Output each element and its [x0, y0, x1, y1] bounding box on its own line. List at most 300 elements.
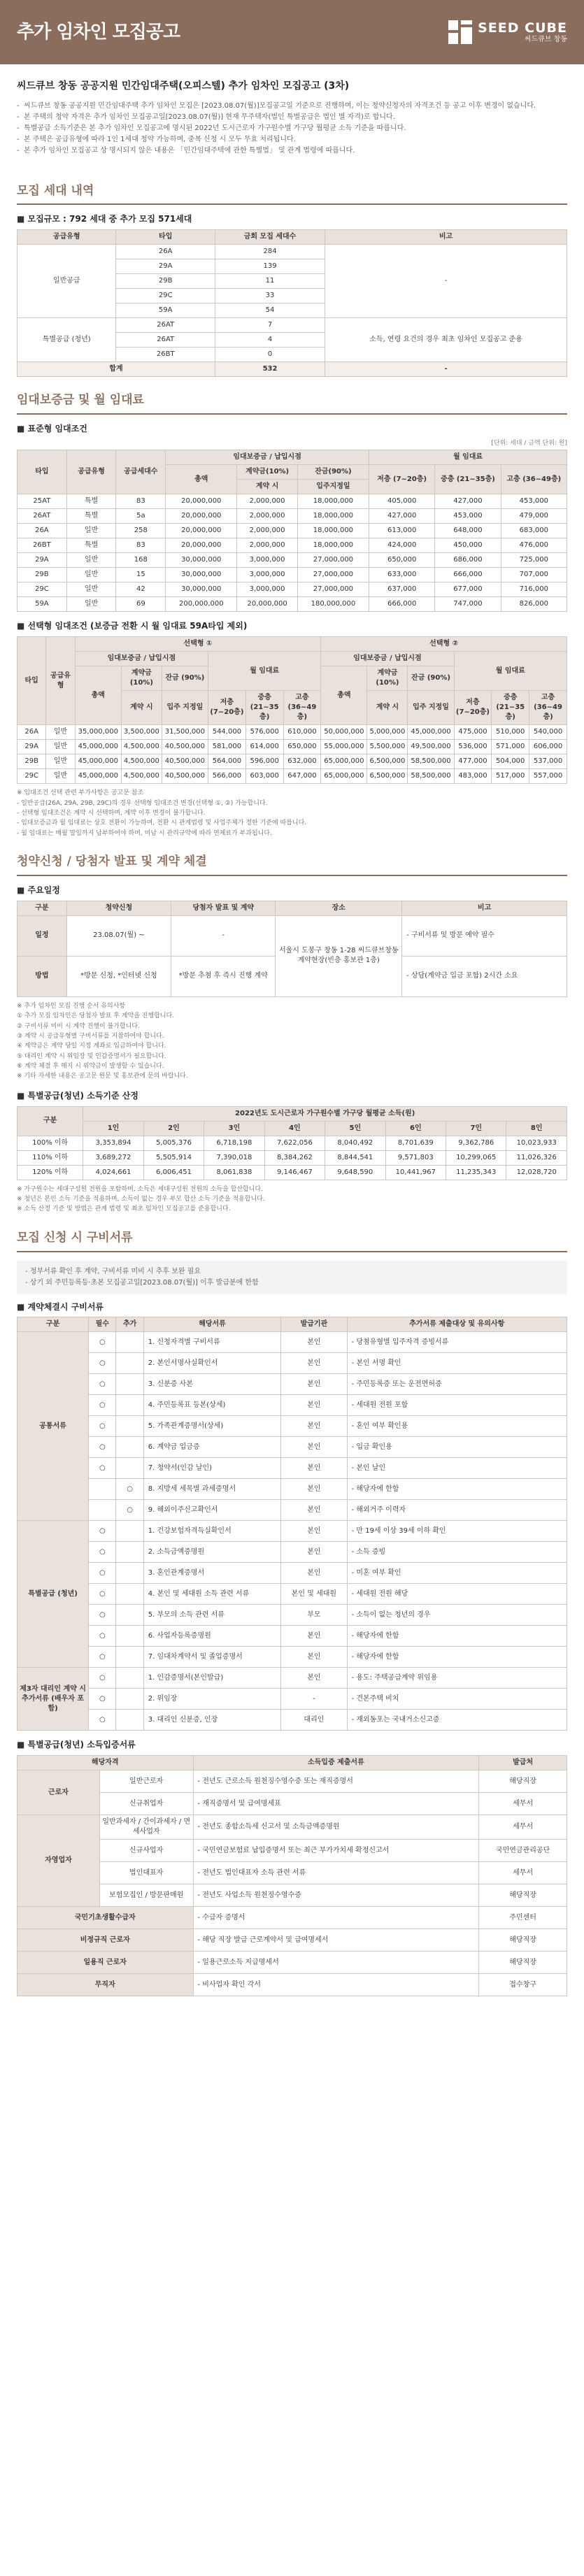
table-cell: 55,000,000 [321, 740, 367, 754]
table-cell: ○ [89, 1710, 116, 1731]
table-row [17, 538, 567, 553]
table-cell: 686,000 [435, 553, 501, 568]
unit-note: [단위: 세대 / 금액 단위: 원] [491, 439, 567, 447]
option-rent-body [17, 725, 567, 784]
table-cell: - 소득 증빙 [347, 1542, 567, 1563]
table-row [17, 1884, 567, 1907]
table-cell [89, 1479, 116, 1500]
intro-item: - 본 주택은 공급유형에 따라 1인 1세대 청약 가능하며, 중복 신청 시 모두 무효 처리됩니다. [17, 134, 567, 145]
income-proof-table [17, 1755, 567, 1996]
sub-title: ■ 선택형 임대조건 (보증금 전환 시 월 임대료 59A타입 제외) [17, 620, 567, 632]
table-cell: 3,000,000 [237, 568, 297, 582]
table-cell: 보험모집인 / 방문판매원 [99, 1884, 193, 1907]
table-cell: 284 [215, 245, 325, 259]
table-cell: 본인 [281, 1353, 347, 1374]
table-cell [116, 1584, 143, 1605]
table-cell: - 해외거주 이력자 [347, 1500, 567, 1521]
table-cell: - 재외동포는 국내거소신고증 [347, 1710, 567, 1731]
table-row [17, 1605, 567, 1626]
table-cell: 26A [17, 524, 67, 538]
total-note: - [325, 362, 567, 377]
table-cell: 29B [17, 754, 46, 769]
col-header: 추가 [116, 1317, 143, 1332]
table-cell: 26BT [116, 348, 215, 362]
table-row [17, 769, 567, 784]
col-header: 1인 [83, 1121, 143, 1136]
intro-item: - 특별공급 소득기준은 본 추가 임차인 모집공고에 명시된 2022년 도시근로자 가구원수별 가구당 월평균 소득 기준을 따릅니다. [17, 123, 567, 134]
schedule-table [17, 901, 567, 997]
recruit-section [0, 183, 584, 378]
table-cell [116, 1395, 143, 1416]
table-cell: 11,235,343 [446, 1165, 506, 1180]
documents-section [0, 1230, 584, 1731]
table-cell [116, 1563, 143, 1584]
table-cell: 29C [17, 769, 46, 784]
table-cell: 7,390,018 [204, 1150, 264, 1165]
table-cell: - 전년도 근로소득 원천징수영수증 또는 재직증명서 [193, 1770, 479, 1793]
table-cell: 610,000 [283, 725, 321, 740]
table-row [17, 740, 567, 754]
col-header: 저층 (7~20층) [454, 691, 492, 725]
col-header: 발급처 [479, 1756, 567, 1770]
table-cell: 683,000 [501, 524, 567, 538]
table-cell: 510,000 [492, 725, 529, 740]
col-header: 잔금 (90%) [408, 666, 454, 691]
table-cell: 본인 [281, 1626, 347, 1647]
note-line: - 선택형 임대조건은 계약 시 선택하며, 계약 이후 변경이 불가합니다. [17, 809, 206, 817]
table-cell: 일반 [66, 597, 116, 612]
note-cell: - [325, 245, 567, 318]
col-header: 입주지정일 [297, 480, 369, 494]
sub-title: ■ 주요일정 [17, 885, 567, 896]
table-cell: 6,500,000 [367, 754, 408, 769]
table-cell: 8,844,541 [325, 1150, 385, 1165]
col-header: 계약 시 [121, 691, 162, 725]
table-cell: 일반 [46, 754, 75, 769]
logo-mark-icon [448, 20, 472, 44]
table-cell: 9,146,467 [264, 1165, 325, 1180]
table-cell: 26A [17, 725, 46, 740]
table-cell: 27,000,000 [297, 568, 369, 582]
table-cell: ○ [89, 1353, 116, 1374]
table-cell: - [171, 915, 276, 956]
section-title: 임대보증금 및 월 임대료 [17, 392, 567, 415]
table-cell: - 비사업자 확인 각서 [193, 1974, 479, 1996]
table-cell [116, 1437, 143, 1458]
table-cell: - 해당 직장 발급 근로계약서 및 급여명세서 [193, 1929, 479, 1952]
note-line: - 임대보증금과 월 임대료는 상호 전환이 가능하며, 전환 시 관계법령 및 사업주체가 정한 기준에 따릅니다. [17, 820, 307, 827]
table-cell: ○ [89, 1626, 116, 1647]
table-row [17, 1563, 567, 1584]
table-cell: 일반 [46, 725, 75, 740]
table-cell: 일반근로자 [99, 1770, 193, 1793]
schedule-notes [17, 1001, 567, 1082]
table-row [17, 582, 567, 597]
col-header: 고층 (36~49층) [529, 691, 567, 725]
col-header: 임대보증금 / 납입시점 [166, 450, 369, 465]
table-cell: - 입금 확인용 [347, 1437, 567, 1458]
table-cell: 504,000 [492, 754, 529, 769]
table-cell: - 해당자에 한함 [347, 1647, 567, 1668]
table-cell: 일반 [66, 524, 116, 538]
table-cell: 특별 [66, 509, 116, 524]
table-cell [116, 1353, 143, 1374]
col-header: 공급유형 [46, 637, 75, 725]
table-row [17, 1479, 567, 1500]
table-cell: 110% 이하 [17, 1150, 83, 1165]
table-cell: 45,000,000 [75, 769, 121, 784]
intro-item: - 본 추가 임차인 모집공고 상 명시되지 않은 내용은 「민간임대주택에 관한 특별법」 및 관계 법령에 따릅니다. [17, 145, 567, 157]
note-line: ※ 소득 산정 기준 및 방법은 관계 법령 및 최초 임차인 모집공고를 준용합니다. [17, 1205, 231, 1213]
col-header: 타입 [116, 230, 215, 245]
note-line: ※ 임대조건 선택 관련 부가사항은 공고문 참조 [17, 789, 144, 797]
table-cell: 648,000 [435, 524, 501, 538]
table-cell: 45,000,000 [408, 725, 454, 740]
table-cell: 2,000,000 [237, 538, 297, 553]
col-header: 4인 [264, 1121, 325, 1136]
table-row [17, 524, 567, 538]
income-notes [17, 1185, 567, 1215]
table-cell: 27,000,000 [297, 582, 369, 597]
table-cell: 세무서 [479, 1815, 567, 1840]
table-row [17, 1332, 567, 1353]
table-cell: 65,000,000 [321, 754, 367, 769]
table-row [17, 1626, 567, 1647]
col-header: 중층 (21~35층) [245, 691, 283, 725]
table-cell: 168 [116, 553, 166, 568]
table-cell: 29C [116, 289, 215, 303]
table-cell: 일반 [66, 568, 116, 582]
table-row [17, 597, 567, 612]
table-cell: 6. 사업자등록증명원 [143, 1626, 281, 1647]
sub-title: ■ 표준형 임대조건 [17, 423, 567, 435]
table-row [17, 1150, 567, 1165]
col-header: 고층 (36~49층) [283, 691, 321, 725]
table-cell: - 전년도 사업소득 원천징수영수증 [193, 1884, 479, 1907]
table-cell: 65,000,000 [321, 769, 367, 784]
group-cell: 특별공급 (청년) [17, 318, 116, 362]
table-cell: 200,000,000 [166, 597, 237, 612]
brand-name: SEED CUBE [478, 20, 567, 36]
table-cell: 특별 [66, 494, 116, 509]
table-cell: 국민연금관리공단 [479, 1840, 567, 1862]
table-cell: 3,000,000 [237, 582, 297, 597]
table-cell: ○ [89, 1668, 116, 1689]
col-header: 장소 [276, 901, 402, 915]
col-header: 발급기관 [281, 1317, 347, 1332]
table-cell: 5,005,376 [143, 1136, 204, 1150]
section-title: 청약신청 / 당첨자 발표 및 계약 체결 [17, 854, 567, 876]
row-header: 방법 [17, 956, 67, 996]
table-cell: ○ [89, 1395, 116, 1416]
note-line: ① 추가 모집 임차인은 당첨자 발표 후 계약을 진행합니다. [17, 1012, 175, 1020]
table-cell: 614,000 [245, 740, 283, 754]
note-line: - 월 임대료는 매월 말일까지 납부하여야 하며, 미납 시 관리규약에 따라 연체료가 부과됩니다. [17, 829, 272, 837]
table-cell: - 견본주택 비치 [347, 1689, 567, 1710]
col-header: 해당자격 [17, 1756, 194, 1770]
table-cell: 3,000,000 [237, 553, 297, 568]
table-cell: 본인 [281, 1521, 347, 1542]
col-header: 필수 [89, 1317, 116, 1332]
col-header: 잔금 (90%) [162, 666, 208, 691]
table-cell: 537,000 [529, 754, 567, 769]
table-row [17, 1815, 567, 1840]
table-cell: 450,000 [435, 538, 501, 553]
table-cell: 31,500,000 [162, 725, 208, 740]
note-line: ⑤ 대리인 계약 시 위임장 및 인감증명서가 필요합니다. [17, 1052, 166, 1060]
table-cell: 606,000 [529, 740, 567, 754]
intro [0, 64, 584, 168]
col-header: 입주 지정일 [162, 691, 208, 725]
table-cell: 83 [116, 538, 166, 553]
group-cell: 공통서류 [17, 1332, 89, 1521]
table-cell: 3. 대리인 신분증, 인장 [143, 1710, 281, 1731]
table-cell: 476,000 [501, 538, 567, 553]
table-cell: 0 [215, 348, 325, 362]
table-row [17, 1542, 567, 1563]
table-cell: 본인 [281, 1395, 347, 1416]
col-header: 월 임대료 [208, 652, 321, 691]
table-cell: 58,500,000 [408, 754, 454, 769]
income-proof-section [0, 1739, 584, 1996]
col-header: 공급유형 [17, 230, 116, 245]
group-cell: 자영업자 [17, 1815, 100, 1907]
table-cell: 8,061,838 [204, 1165, 264, 1180]
table-cell: 9,571,803 [385, 1150, 446, 1165]
col-header: 중층 (21~35층) [435, 465, 501, 494]
table-cell: 20,000,000 [166, 538, 237, 553]
table-cell: - 구비서류 및 방문 예약 필수 [402, 915, 567, 956]
table-cell: 33 [215, 289, 325, 303]
table-cell: - 만 19세 이상 39세 이하 확인 [347, 1521, 567, 1542]
table-cell: 725,000 [501, 553, 567, 568]
table-row [17, 509, 567, 524]
col-header: 당첨자 발표 및 계약 [171, 901, 276, 915]
table-cell: 29A [17, 553, 67, 568]
intro-list [17, 101, 567, 157]
table-cell: 일반 [46, 740, 75, 754]
col-header: 구분 [17, 901, 67, 915]
table-row [17, 725, 567, 740]
table-cell: 9,362,786 [446, 1136, 506, 1150]
table-row [17, 1165, 567, 1180]
table-row [17, 1974, 567, 1996]
table-cell: 세무서 [479, 1862, 567, 1884]
note-line: ④ 계약금은 계약 당일 지정 계좌로 입금하여야 합니다. [17, 1043, 166, 1050]
table-row [17, 1374, 567, 1395]
table-cell: 서울시 도봉구 창동 1-28 씨드큐브창동 계약현장(빈층 홍보관 1층) [276, 915, 402, 996]
table-row [17, 1647, 567, 1668]
table-cell [116, 1710, 143, 1731]
table-row [17, 1793, 567, 1815]
col-header: 청약신청 [66, 901, 171, 915]
table-cell: 본인 및 세대원 [281, 1584, 347, 1605]
table-cell: 10,299,065 [446, 1150, 506, 1165]
table-cell: 26AT [116, 333, 215, 348]
col-header: 총액 [75, 666, 121, 725]
table-cell: - 일용근로소득 지급명세서 [193, 1952, 479, 1974]
table-cell: 29B [17, 568, 67, 582]
table-cell: 637,000 [369, 582, 435, 597]
table-cell: 5. 가족관계증명서(상세) [143, 1416, 281, 1437]
table-cell: 신규취업자 [99, 1793, 193, 1815]
table-cell: - 본인 날인 [347, 1458, 567, 1479]
col-header: 월 임대료 [454, 652, 567, 691]
table-row [17, 1395, 567, 1416]
table-cell: 부모 [281, 1605, 347, 1626]
table-cell: 2. 위임장 [143, 1689, 281, 1710]
table-cell: 677,000 [435, 582, 501, 597]
col-header: 2인 [143, 1121, 204, 1136]
table-cell: 본인 [281, 1437, 347, 1458]
table-cell: 564,000 [208, 754, 246, 769]
table-cell: 2,000,000 [237, 524, 297, 538]
table-cell: 본인 [281, 1479, 347, 1500]
col-header: 구분 [17, 1317, 89, 1332]
table-cell: 8,384,262 [264, 1150, 325, 1165]
table-row [17, 318, 567, 333]
col-header: 중층 (21~35층) [492, 691, 529, 725]
table-cell: 본인 [281, 1458, 347, 1479]
table-cell: 10,023,933 [506, 1136, 567, 1150]
table-cell: 6. 계약금 입금증 [143, 1437, 281, 1458]
intro-line: - 상기 외 주민등록등·초본 모집공고일[2023.08.07(월)] 이후 발급분에 한함 [25, 1278, 259, 1287]
table-row [17, 1458, 567, 1479]
total-row [17, 362, 567, 377]
table-row [17, 1584, 567, 1605]
total-label: 합계 [17, 362, 215, 377]
total-value: 532 [215, 362, 325, 377]
col-header: 총액 [321, 666, 367, 725]
sub-title: ■ 계약체결시 구비서류 [17, 1301, 567, 1313]
table-cell: 5,500,000 [367, 740, 408, 754]
table-cell: 427,000 [369, 509, 435, 524]
table-cell: 2,000,000 [237, 509, 297, 524]
table-cell: ○ [89, 1542, 116, 1563]
table-cell: 180,000,000 [297, 597, 369, 612]
table-row [17, 245, 567, 259]
table-cell [116, 1542, 143, 1563]
table-cell: 59A [116, 303, 215, 318]
note-line: ※ 기타 자세한 내용은 공고문 원문 및 홍보관에 문의 바랍니다. [17, 1073, 188, 1080]
table-cell: 일반과세자 / 간이과세자 / 면세사업자 [99, 1815, 193, 1840]
col-header: 소득입증 제출서류 [193, 1756, 479, 1770]
standard-rent-body [17, 494, 567, 612]
table-cell: ○ [89, 1332, 116, 1353]
table-cell: 59A [17, 597, 67, 612]
group-cell: 무직자 [17, 1974, 194, 1996]
table-cell: - 국민연금보험료 납입증명서 또는 최근 부가가치세 확정신고서 [193, 1840, 479, 1862]
table-cell: 4. 본인 및 세대원 소득 관련 서류 [143, 1584, 281, 1605]
table-cell: 477,000 [454, 754, 492, 769]
table-cell: 11,026,326 [506, 1150, 567, 1165]
table-cell: 258 [116, 524, 166, 538]
table-cell: 특별 [66, 538, 116, 553]
table-cell: ○ [89, 1521, 116, 1542]
section-title: 모집 세대 내역 [17, 183, 567, 206]
table-cell: 주민센터 [479, 1907, 567, 1929]
table-cell: 45,000,000 [75, 754, 121, 769]
table-cell: 해당직장 [479, 1952, 567, 1974]
table-cell: 4,500,000 [121, 740, 162, 754]
table-cell: 29C [17, 582, 67, 597]
table-cell: 5,000,000 [367, 725, 408, 740]
table-cell: 23.08.07(월) ~ [66, 915, 171, 956]
table-cell: 26A [116, 245, 215, 259]
table-cell: 650,000 [283, 740, 321, 754]
table-cell: 536,000 [454, 740, 492, 754]
table-cell: 576,000 [245, 725, 283, 740]
table-cell: - 소득이 없는 청년의 경우 [347, 1605, 567, 1626]
table-cell: 8,040,492 [325, 1136, 385, 1150]
table-cell: 29A [17, 740, 46, 754]
table-cell [116, 1647, 143, 1668]
table-cell: 2,000,000 [237, 494, 297, 509]
income-body [17, 1136, 567, 1180]
table-cell: 826,000 [501, 597, 567, 612]
col-header: 3인 [204, 1121, 264, 1136]
table-row [17, 915, 567, 956]
table-cell [116, 1668, 143, 1689]
table-cell: - [281, 1689, 347, 1710]
documents-table [17, 1317, 567, 1731]
col-header: 저층 (7~20층) [369, 465, 435, 494]
section-title: 모집 신청 시 구비서류 [17, 1230, 567, 1252]
note-cell: 소득, 연령 요건의 경우 최초 임차인 모집공고 준용 [325, 318, 567, 362]
col-header: 해당서류 [143, 1317, 281, 1332]
col-header: 월 임대료 [369, 450, 567, 465]
documents-body [17, 1332, 567, 1731]
rent-section [0, 392, 584, 612]
table-cell: 566,000 [208, 769, 246, 784]
table-cell: 11 [215, 274, 325, 289]
table-cell: 10,441,967 [385, 1165, 446, 1180]
table-cell: ○ [89, 1584, 116, 1605]
table-cell: 본인 [281, 1542, 347, 1563]
table-row [17, 1689, 567, 1710]
table-cell: 대리인 [281, 1710, 347, 1731]
table-cell: 7 [215, 318, 325, 333]
table-cell: 본인 [281, 1416, 347, 1437]
income-proof-body [17, 1770, 567, 1996]
table-cell: 29A [116, 259, 215, 274]
table-cell: - 본인 서명 확인 [347, 1353, 567, 1374]
table-cell: - 세대원 전원 포함 [347, 1395, 567, 1416]
table-cell [116, 1626, 143, 1647]
table-cell: 707,000 [501, 568, 567, 582]
table-cell: 3,500,000 [121, 725, 162, 740]
table-cell: 일반 [66, 553, 116, 568]
table-row [17, 1353, 567, 1374]
col-header: 입주 지정일 [408, 691, 454, 725]
table-cell: 26AT [17, 509, 67, 524]
group-cell: 국민기초생활수급자 [17, 1907, 194, 1929]
table-cell: 6,006,451 [143, 1165, 204, 1180]
group-cell: 일용직 근로자 [17, 1952, 194, 1974]
table-cell: ○ [116, 1500, 143, 1521]
table-cell: 424,000 [369, 538, 435, 553]
group-cell: 특별공급 (청년) [17, 1521, 89, 1668]
group-cell: 비정규직 근로자 [17, 1929, 194, 1952]
table-cell: *방문 신청, *인터넷 신청 [66, 956, 171, 996]
table-cell: 20,000,000 [237, 597, 297, 612]
table-cell: 30,000,000 [166, 568, 237, 582]
table-cell: 9. 해외이주신고확인서 [143, 1500, 281, 1521]
table-cell: 26AT [116, 318, 215, 333]
col-header: 계약금(10%) [237, 465, 297, 480]
table-row [17, 568, 567, 582]
table-cell [116, 1521, 143, 1542]
